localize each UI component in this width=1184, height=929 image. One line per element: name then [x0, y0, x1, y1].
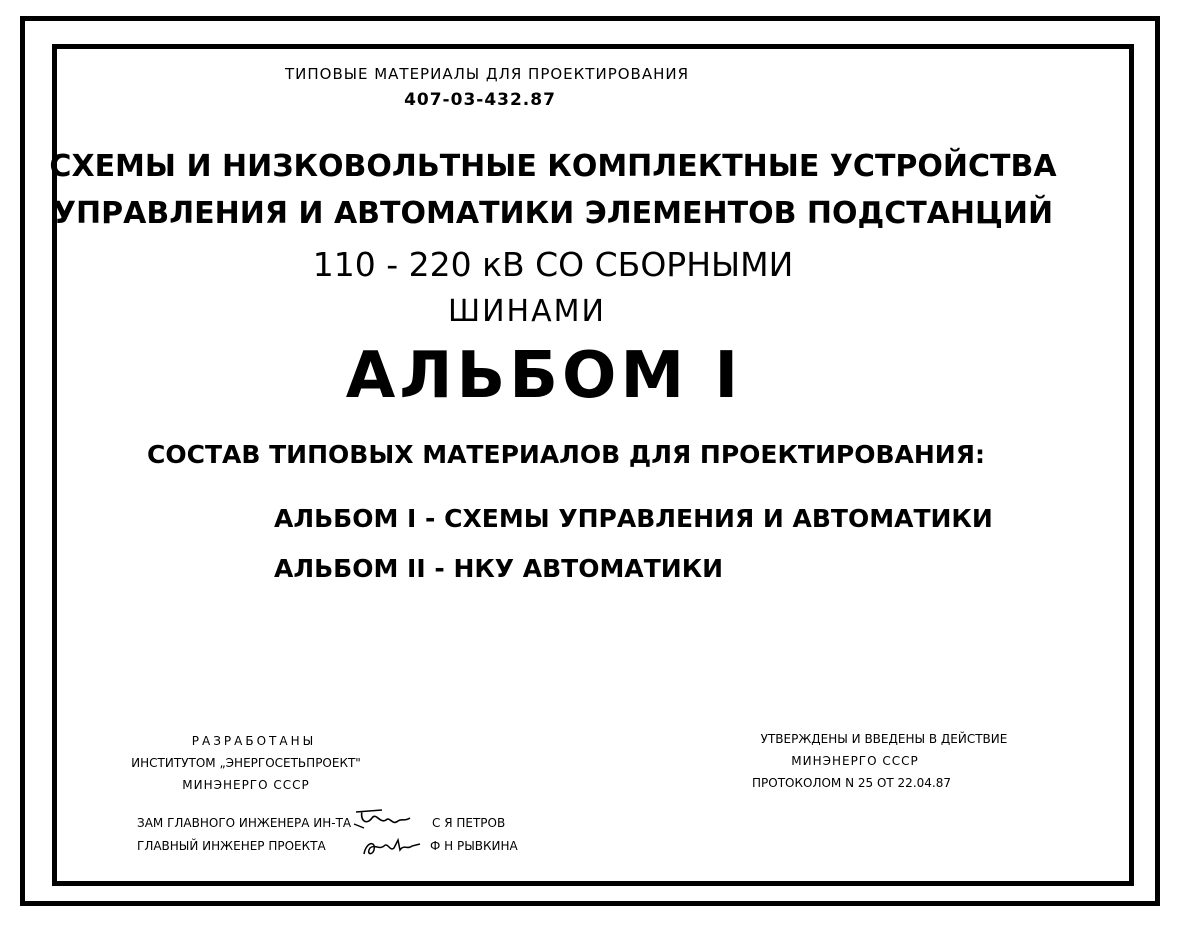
developer-ministry: МИНЭНЕРГО СССР: [182, 778, 310, 792]
signatory-role: ГЛАВНЫЙ ИНЖЕНЕР ПРОЕКТА: [137, 839, 326, 853]
developed-label: РАЗРАБОТАНЫ: [191, 734, 317, 748]
title-line-2: УПРАВЛЕНИЯ И АВТОМАТИКИ ЭЛЕМЕНТОВ ПОДСТАНЦИЙ: [52, 196, 1054, 231]
signature-ryvkina: [360, 834, 424, 860]
signatory-name: С Я ПЕТРОВ: [432, 816, 506, 830]
signature-petrov: [352, 806, 422, 834]
approved-label: УТВЕРЖДЕНЫ И ВВЕДЕНЫ В ДЕЙСТВИЕ: [760, 732, 1008, 746]
title-line-1: СХЕМЫ И НИЗКОВОЛЬТНЫЕ КОМПЛЕКТНЫЕ УСТРОЙСТВА: [49, 149, 1057, 184]
signatory-name: Ф Н РЫВКИНА: [430, 839, 518, 853]
album-list-item: АЛЬБОМ I - СХЕМЫ УПРАВЛЕНИЯ И АВТОМАТИКИ: [274, 504, 993, 533]
series-line: ТИПОВЫЕ МАТЕРИАЛЫ ДЛЯ ПРОЕКТИРОВАНИЯ: [284, 65, 690, 83]
series-number: 407-03-432.87: [404, 90, 556, 110]
title-line-3: 110 - 220 кВ СО СБОРНЫМИ: [312, 245, 794, 284]
approval-protocol: ПРОТОКОЛОМ N 25 ОТ 22.04.87: [752, 776, 951, 790]
approved-ministry: МИНЭНЕРГО СССР: [791, 754, 919, 768]
signatory-role: ЗАМ ГЛАВНОГО ИНЖЕНЕРА ИН-ТА: [137, 816, 352, 830]
album-list-item: АЛЬБОМ II - НКУ АВТОМАТИКИ: [274, 554, 724, 583]
title-line-4: ШИНАМИ: [448, 294, 606, 329]
composition-heading: СОСТАВ ТИПОВЫХ МАТЕРИАЛОВ ДЛЯ ПРОЕКТИРОВАНИЯ:: [147, 440, 985, 469]
album-title: АЛЬБОМ I: [345, 339, 743, 413]
developer-institute: ИНСТИТУТОМ „ЭНЕРГОСЕТЬПРОЕКТ": [131, 756, 361, 770]
